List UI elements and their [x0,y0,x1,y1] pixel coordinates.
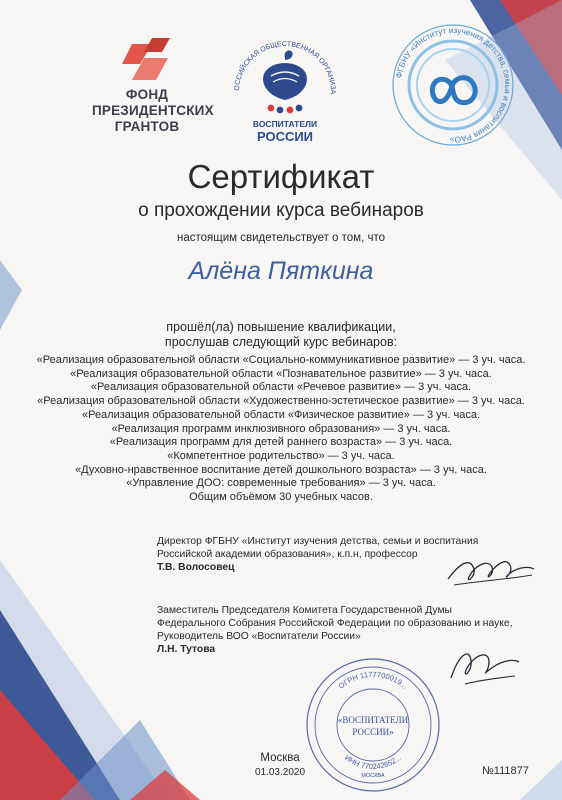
director-name: Т.В. Волосовец [157,562,235,573]
stamp-center-line2: РОССИИ» [352,727,394,737]
stamp-city-text: МОСКВА [361,773,385,779]
deputy-title-line3: Руководитель ВОО «Воспитатели России» [157,631,361,642]
course-item: «Реализация программ инклюзивного образования» — 3 уч. часа. [111,422,451,435]
presidential-grants-emblem-icon [122,38,172,82]
deputy-title-line1: Заместитель Председателя Комитета Государственной Думы [157,605,452,616]
course-item: «Реализация образовательной области «Социально-коммуникативное развитие» — 3 уч. часа. [36,354,526,366]
fpg-line1: ФОНД [125,87,169,102]
stamp-center-line1: «ВОСПИТАТЕЛИ [337,715,409,725]
course-item: «Реализация образовательной области «Художественно-эстетическое развитие» — 3 уч. часа. [37,395,525,408]
deputy-signature-icon [445,640,525,690]
course-item: «Реализация образовательной области «Познавательное развитие» — 3 уч. часа. [70,367,492,380]
deputy-title-line2: Федерального Собрания Российской Федерации по образованию и науке, [157,618,513,629]
director-signature-block [157,535,478,574]
certificate-number: №111877 [482,765,529,777]
completion-line2: прослушав следующий курс вебинаров: [164,335,398,349]
fpg-line2: ПРЕЗИДЕНТСКИХ [92,103,214,118]
course-item: «Реализация образовательной области «Речевое развитие» — 3 уч. часа. [90,381,472,394]
course-item: «Духовно-нравственное воспитание детей дошкольного возраста» — 3 уч. часа. [75,463,487,476]
course-list [0,354,562,505]
fpg-line3: ГРАНТОВ [114,119,180,134]
vospitateli-rossii-logo [225,30,345,150]
total-hours: Общим объёмом 30 учебных часов. [189,491,373,504]
course-item: «Реализация программ для детей раннего возраста» — 3 уч. часа. [109,436,453,449]
org-name-line2: РОССИИ [256,129,314,144]
infinity-emblem-icon [432,78,475,103]
recipient-name: Алёна Пяткина [188,257,374,285]
certificate-intro: настоящим свидетельствует о том, что [176,232,386,244]
org-ring-text: ОССИЙСКАЯ ОБЩЕСТВЕННАЯ ОРГАНИЗА [233,40,337,95]
bird-emblem-icon [263,50,307,113]
organization-stamp [303,655,443,795]
footer-city: Москва [260,752,300,764]
director-title-line2: Российской академии образования», к.п.н, профессор [157,549,418,560]
director-title-line1: Директор ФГБНУ «Институт изучения детства, семьи и воспитания [157,536,479,547]
institute-logo [388,20,518,150]
certificate-subtitle: о прохождении курса вебинаров [138,200,424,221]
deputy-name: Л.Н. Тутова [157,644,216,655]
completion-statement [0,320,562,350]
stamp-bottom-text: ИНН 770242652... [343,752,403,772]
certificate-title: Сертификат [187,158,375,195]
stamp-top-text: ОГРН 1177700019... [336,669,410,691]
director-signature-icon [440,545,540,595]
completion-line1: прошёл(ла) повышение квалификации, [166,320,396,334]
footer-date: 01.03.2020 [254,767,306,778]
org-name-line1: ВОСПИТАТЕЛИ [252,119,318,129]
course-item: «Реализация образовательной области «Физическое развитие» — 3 уч. часа. [81,408,481,421]
course-item: «Компетентное родительство» — 3 уч. часа. [167,449,395,462]
institute-ring-text: ФГБНУ «Институт изучения детства, семьи и воспитания РАО» [394,25,513,145]
presidential-grants-logo [92,38,214,135]
course-item: «Управление ДОО: современные требования» — 3 уч. часа. [126,477,436,490]
